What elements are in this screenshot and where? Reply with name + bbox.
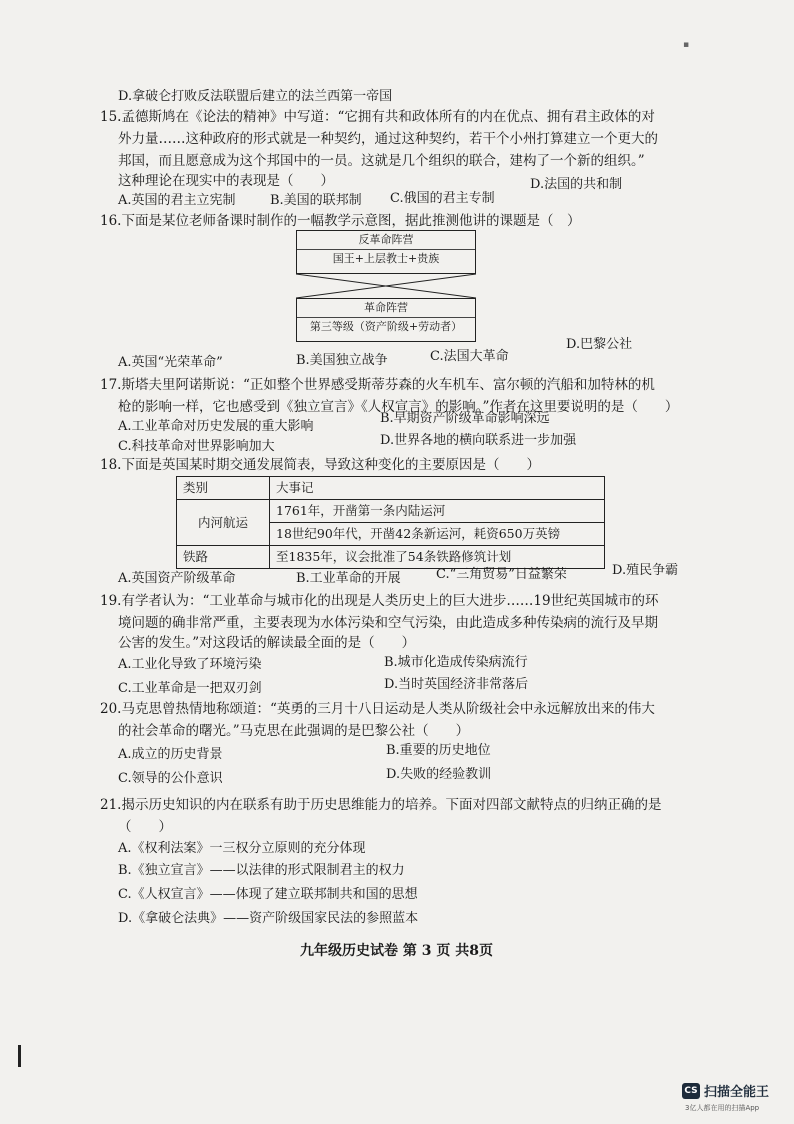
camscanner-tagline: 3亿人都在用的扫描App xyxy=(685,1104,760,1112)
q19-option-c: C.工业革命是一把双刃剑 xyxy=(118,681,262,696)
q14-option-d: D.拿破仑打败反法联盟后建立的法兰西第一帝国 xyxy=(118,89,393,104)
q15-line-3: 邦国，而且愿意成为这个邦国中的一员。这就是几个组织的联合，建构了一个新的组织。” xyxy=(118,153,645,169)
q15-option-d: D.法国的共和制 xyxy=(530,177,623,192)
revolution-title: 革命阵营 xyxy=(364,301,408,314)
q21-option-b: B.《独立宣言》——以法律的形式限制君主的权力 xyxy=(118,863,405,878)
q17-option-a: A.工业革命对历史发展的重大影响 xyxy=(118,419,314,434)
q15-line-2: 外力量……这种政府的形式就是一种契约，通过这种契约，若干个小州打算建立一个更大的 xyxy=(118,131,658,147)
q18-option-d: D.殖民争霸 xyxy=(612,563,679,578)
counter-revolution-title: 反革命阵营 xyxy=(358,233,414,246)
q17-line-1: 17.斯塔夫里阿诺斯说：“正如整个世界感受斯蒂芬森的火车机车、富尔顿的汽船和加特林的机 xyxy=(100,377,655,393)
transport-table xyxy=(176,476,605,569)
q16-option-a: A.英国“光荣革命” xyxy=(118,355,223,370)
q19-line-2: 境问题的确非常严重，主要表现为水体污染和空气污染，由此造成多种传染病的流行及早期 xyxy=(118,615,658,631)
q20-line-1: 20.马克思曾热情地称颂道：“英勇的三月十八日运动是人类从阶级社会中永远解放出来的伟大 xyxy=(100,701,655,717)
q21-line-1: 21.揭示历史知识的内在联系有助于历史思维能力的培养。下面对四部文献特点的归纳正确的是 xyxy=(100,797,662,813)
table-category-canal: 内河航运 xyxy=(177,500,270,546)
table-row xyxy=(177,500,605,523)
q18-option-b: B.工业革命的开展 xyxy=(296,571,401,586)
q21-option-c: C.《人权宣言》——体现了建立联邦制共和国的思想 xyxy=(118,887,418,902)
q16-option-b: B.美国独立战争 xyxy=(296,353,388,368)
q21-option-a: A.《权利法案》一三权分立原则的充分体现 xyxy=(118,841,366,856)
q15-option-b: B.美国的联邦制 xyxy=(270,193,362,208)
q18-option-a: A.英国资产阶级革命 xyxy=(118,571,236,586)
q15-line-1: 15.孟德斯鸠在《论法的精神》中写道：“它拥有共和政体所有的内在优点、拥有君主政体的对 xyxy=(100,109,655,125)
diagram-cross-lines xyxy=(296,274,478,298)
q20-option-c: C.领导的公仆意识 xyxy=(118,771,223,786)
q15-line-4: 这种理论在现实中的表现是（ ） xyxy=(118,173,334,189)
q17-line-2: 枪的影响一样，它也感受到《独立宣言》《人权宣言》的影响。”作者在这里要说明的是（ ） xyxy=(118,399,679,415)
q20-option-d: D.失败的经验教训 xyxy=(386,767,492,782)
q19-option-b: B.城市化造成传染病流行 xyxy=(384,655,528,670)
q20-line-2: 的社会革命的曙光。”马克思在此强调的是巴黎公社（ ） xyxy=(118,723,470,739)
table-header-row xyxy=(177,477,605,500)
q19-option-d: D.当时英国经济非常落后 xyxy=(384,677,529,692)
q21-option-d: D.《拿破仑法典》——资产阶级国家民法的参照蓝本 xyxy=(118,911,419,926)
q18-option-c: C.“三角贸易”日益繁荣 xyxy=(436,567,567,582)
q15-option-c: C.俄国的君主专制 xyxy=(390,191,495,206)
q19-line-3: 公害的发生。”对这段话的解读最全面的是（ ） xyxy=(118,635,416,651)
q16-option-d: D.巴黎公社 xyxy=(566,337,633,352)
q21-line-2: （ ） xyxy=(118,819,172,835)
scan-edge-mark xyxy=(18,1045,21,1067)
q19-option-a: A.工业化导致了环境污染 xyxy=(118,657,262,672)
q16-diagram xyxy=(296,230,478,342)
camscanner-logo-icon: CS xyxy=(682,1083,700,1099)
q20-option-a: A.成立的历史背景 xyxy=(118,747,223,762)
q15-option-a: A.英国的君主立宪制 xyxy=(118,193,236,208)
revolution-members: 第三等级（资产阶级+劳动者） xyxy=(297,317,475,336)
corner-mark: ▪ xyxy=(683,40,690,50)
q16-option-c: C.法国大革命 xyxy=(430,349,509,364)
q17-option-d: D.世界各地的横向联系进一步加强 xyxy=(380,433,577,448)
q18-line-1: 18.下面是英国某时期交通发展简表，导致这种变化的主要原因是（ ） xyxy=(100,457,540,473)
table-header-events: 大事记 xyxy=(270,477,605,500)
page-footer: 九年级历史试卷 第 3 页 共8页 xyxy=(300,943,493,959)
q19-line-1: 19.有学者认为：“工业革命与城市化的出现是人类历史上的巨大进步……19世纪英国城市的环 xyxy=(100,593,659,609)
q17-option-c: C.科技革命对世界影响加大 xyxy=(118,439,275,454)
q17-option-b: B.早期资产阶级革命影响深远 xyxy=(380,411,550,426)
table-cell: 1761年，开凿第一条内陆运河 xyxy=(270,500,605,523)
table-header-category: 类别 xyxy=(177,477,270,500)
table-cell: 至1835年，议会批准了54条铁路修筑计划 xyxy=(270,546,605,569)
q20-option-b: B.重要的历史地位 xyxy=(386,743,491,758)
table-category-railway: 铁路 xyxy=(177,546,270,569)
table-cell: 18世纪90年代，开凿42条新运河，耗资650万英镑 xyxy=(270,523,605,546)
camscanner-name: 扫描全能王 xyxy=(704,1085,770,1100)
counter-revolution-box xyxy=(296,230,476,274)
q16-line-1: 16.下面是某位老师备课时制作的一幅教学示意图，据此推测他讲的课题是（ ） xyxy=(100,213,581,229)
revolution-box xyxy=(296,298,476,342)
counter-revolution-members: 国王+上层教士+贵族 xyxy=(297,249,475,268)
